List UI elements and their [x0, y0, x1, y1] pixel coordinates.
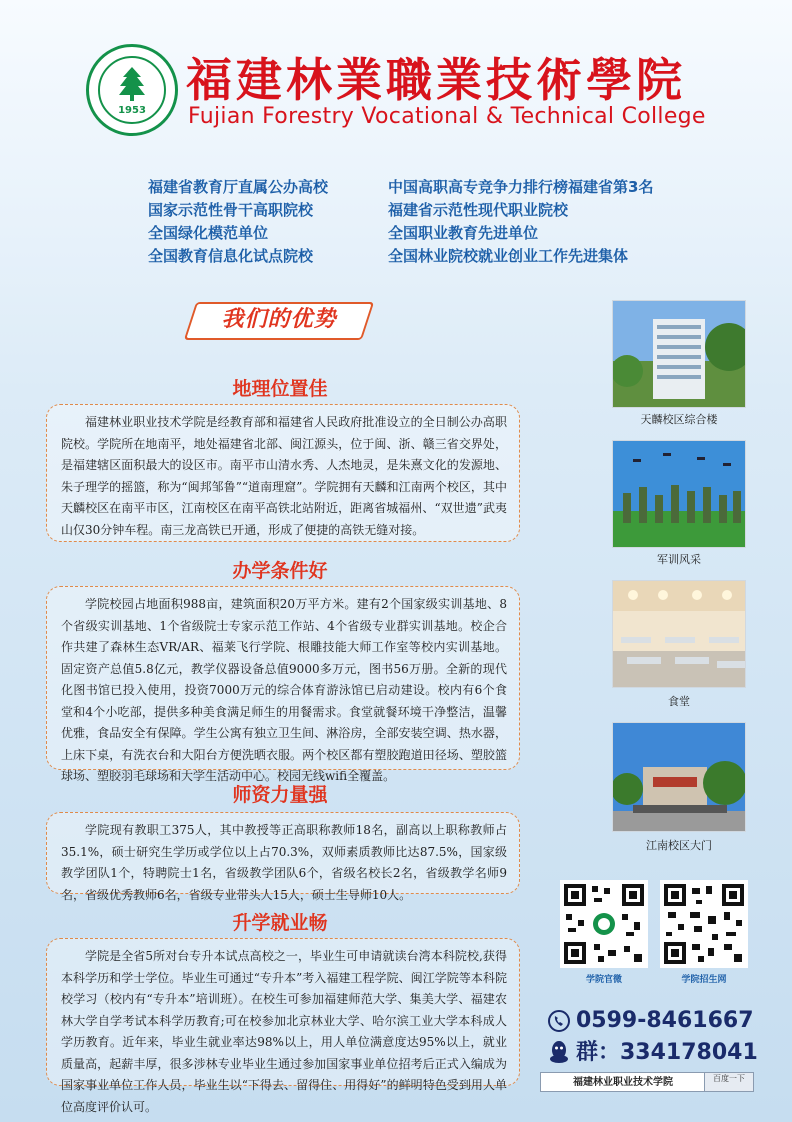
- section-heading-conditions: 办学条件好: [232, 560, 328, 582]
- phone-icon: [548, 1010, 570, 1032]
- qr-label-admissions: 学院招生网: [681, 975, 727, 985]
- photo-caption-2: 军训风采: [657, 553, 701, 566]
- photo-canteen: [612, 580, 746, 688]
- section-heading-employment: 升学就业畅: [232, 912, 328, 934]
- section-body-employment: 学院是全省5所对台专升本试点高校之一，毕业生可申请就读台湾本科院校,获得本科学历和学士学位。毕业生可通过“专升本”考入福建工程学院、闽江学院等本科院校学习（校内有“专升本”培训班）。在校生可参加福建师范大学、集美大学、福建农林大学自学考试本科学历教育;可在校参加北京林业大学、哈尔滨工业大学本科成人学历教育。近年来，毕业生就业率达98%以上，用人单位满意度达95%以上，就业质量高，起薪丰厚，很多涉林专业毕业生通过参加国家事业单位招考后正式入编成为国家事业单位工作人员，毕业生以“下得去、留得住、用得好”的鲜明特色受到用人单位高度评价认可。: [46, 938, 520, 1086]
- honor-right-3: 全国职业教育先进单位: [388, 224, 539, 242]
- qq-icon: [548, 1040, 570, 1064]
- phone-number[interactable]: 0599-8461667: [576, 1008, 754, 1033]
- honor-left-1: 福建省教育厅直属公办高校: [148, 178, 329, 196]
- section-body-location: 福建林业职业技术学院是经教育部和福建省人民政府批准设立的全日制公办高职院校。学院所在地南平，地处福建省北部、闽江源头，位于闽、浙、赣三省交界处，是福建辖区面积最大的设区市。南平市山清水秀、人杰地灵，是朱熹文化的发源地、朱子理学的摇篮，称为“闽邦邹鲁”“道南理窟”。学院拥有天麟和江南两个校区，其中天麟校区在南平市区，江南校区在南平高铁北站附近，距离省城福州、“双世遗”武夷山仅30分钟车程。南三龙高铁已开通，形成了便捷的高铁无缝对接。: [46, 404, 520, 542]
- photo-caption-4: 江南校区大门: [646, 839, 712, 852]
- college-name-cn: 福建林業職業技術學院: [186, 53, 686, 107]
- campus-gate-icon: [613, 723, 746, 832]
- qr-code-icon: [564, 884, 644, 964]
- qr-official-wechat[interactable]: [560, 880, 648, 968]
- search-bar[interactable]: [540, 1072, 754, 1092]
- advantages-banner: [190, 302, 368, 340]
- honor-left-3: 全国绿化模范单位: [148, 224, 269, 242]
- section-heading-faculty: 师资力量强: [232, 784, 328, 806]
- photo-campus-building: [612, 300, 746, 408]
- college-name-en: Fujian Forestry Vocational & Technical College: [188, 104, 706, 129]
- photo-military-training: [612, 440, 746, 548]
- photo-caption-1: 天麟校区综合楼: [640, 413, 718, 426]
- honor-right-4: 全国林业院校就业创业工作先进集体: [388, 247, 629, 265]
- search-input[interactable]: 福建林业职业技术学院: [573, 1077, 673, 1088]
- qr-code-icon: [664, 884, 744, 964]
- military-training-icon: [613, 441, 746, 548]
- section-body-faculty: 学院现有教职工375人，其中教授等正高职称教师18名，副高以上职称教师占35.1%，硕士研究生学历或学位以上占70.3%，双师素质教师比达87.5%，国家级教学团队1个，特聘院士1名，省级教学团队6个，省级名校长2名，省级教学名师9名，省级优秀教师6名，省级专业带头人15人，硕士生导师10人。: [46, 812, 520, 894]
- section-heading-location: 地理位置佳: [232, 378, 328, 400]
- canteen-icon: [613, 581, 746, 688]
- section-body-conditions: 学院校园占地面积988亩，建筑面积20万平方米。建有2个国家级实训基地、8个省级实训基地、1个省级院士专家示范工作站、4个省级专业群实训基地。校企合作共建了森林生态VR/AR、福莱飞行学院、根雕技能大师工作室等校内实训基地。固定资产总值5.8亿元，教学仪器设备总值9000多万元，图书56万册。全新的现代化图书馆已投入使用，投资7000万元的综合体育游泳馆已启动建设。校内有6个食堂和4个小吃部，提供多种美食满足师生的用餐需求。食堂就餐环境干净整洁，温馨优雅，食品安全有保障。学生公寓有独立卫生间、淋浴房，全部安装空调、热水器，上床下桌，有洗衣台和大阳台方便洗晒衣服。两个校区都有塑胶跑道田径场、塑胶篮球场、塑胶羽毛球场和大学生活动中心。校园无线wifi全覆盖。: [46, 586, 520, 770]
- qq-group[interactable]: 群：334178041: [576, 1040, 758, 1065]
- honor-right-1: 中国高职高专竞争力排行榜福建省第3名: [388, 178, 654, 196]
- qr-admissions-site[interactable]: [660, 880, 748, 968]
- honor-left-4: 全国教育信息化试点院校: [148, 247, 314, 265]
- campus-building-icon: [613, 301, 746, 408]
- banner-text: 我们的优势: [221, 307, 337, 332]
- tree-icon: [119, 67, 145, 101]
- qr-label-wechat: 学院官微: [585, 975, 622, 985]
- search-button[interactable]: 百度一下: [704, 1073, 753, 1091]
- photo-campus-gate: [612, 722, 746, 832]
- honor-right-2: 福建省示范性现代职业院校: [388, 201, 569, 219]
- logo-year: 1953: [118, 105, 146, 116]
- college-logo: [86, 44, 178, 136]
- photo-caption-3: 食堂: [668, 695, 690, 708]
- honor-left-2: 国家示范性骨干高职院校: [148, 201, 314, 219]
